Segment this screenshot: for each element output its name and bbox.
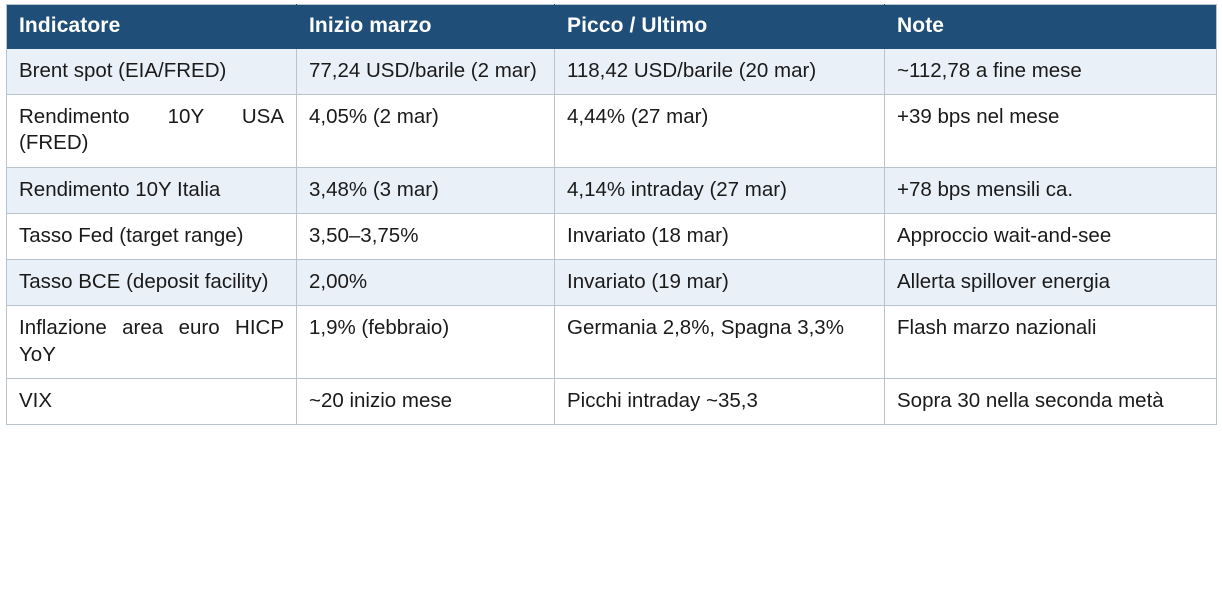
cell-indicatore: Tasso BCE (deposit facility) — [7, 260, 297, 306]
table-row — [7, 49, 1217, 95]
cell-inizio-marzo: 3,50–3,75% — [297, 213, 555, 259]
column-header-indicatore: Indicatore — [7, 5, 297, 50]
cell-note: +39 bps nel mese — [885, 95, 1217, 167]
table-row — [7, 95, 1217, 167]
table-row — [7, 378, 1217, 424]
table-row — [7, 260, 1217, 306]
cell-picco-ultimo: Invariato (18 mar) — [555, 213, 885, 259]
table-header — [7, 5, 1217, 50]
column-header-picco-ultimo: Picco / Ultimo — [555, 5, 885, 50]
cell-inizio-marzo: ~20 inizio mese — [297, 378, 555, 424]
cell-picco-ultimo: 4,14% intraday (27 mar) — [555, 167, 885, 213]
cell-note: Allerta spillover energia — [885, 260, 1217, 306]
cell-note: Approccio wait-and-see — [885, 213, 1217, 259]
cell-note: Sopra 30 nella seconda metà — [885, 378, 1217, 424]
table-row — [7, 306, 1217, 378]
cell-indicatore: Rendimento 10Y USA (FRED) — [7, 95, 297, 167]
table-row — [7, 213, 1217, 259]
cell-inizio-marzo: 1,9% (febbraio) — [297, 306, 555, 378]
cell-picco-ultimo: 118,42 USD/barile (20 mar) — [555, 49, 885, 95]
table-header-row — [7, 5, 1217, 50]
cell-note: Flash marzo nazionali — [885, 306, 1217, 378]
cell-indicatore: Inflazione area euro HICP YoY — [7, 306, 297, 378]
column-header-note: Note — [885, 5, 1217, 50]
table-body — [7, 49, 1217, 425]
cell-indicatore: Brent spot (EIA/FRED) — [7, 49, 297, 95]
cell-inizio-marzo: 2,00% — [297, 260, 555, 306]
cell-picco-ultimo: Germania 2,8%, Spagna 3,3% — [555, 306, 885, 378]
column-header-inizio-marzo: Inizio marzo — [297, 5, 555, 50]
cell-indicatore: Rendimento 10Y Italia — [7, 167, 297, 213]
indicators-table — [6, 4, 1217, 425]
table-row — [7, 167, 1217, 213]
cell-inizio-marzo: 3,48% (3 mar) — [297, 167, 555, 213]
cell-picco-ultimo: 4,44% (27 mar) — [555, 95, 885, 167]
cell-note: ~112,78 a fine mese — [885, 49, 1217, 95]
cell-inizio-marzo: 77,24 USD/barile (2 mar) — [297, 49, 555, 95]
cell-picco-ultimo: Picchi intraday ~35,3 — [555, 378, 885, 424]
cell-inizio-marzo: 4,05% (2 mar) — [297, 95, 555, 167]
cell-indicatore: VIX — [7, 378, 297, 424]
cell-picco-ultimo: Invariato (19 mar) — [555, 260, 885, 306]
cell-indicatore: Tasso Fed (target range) — [7, 213, 297, 259]
cell-note: +78 bps mensili ca. — [885, 167, 1217, 213]
